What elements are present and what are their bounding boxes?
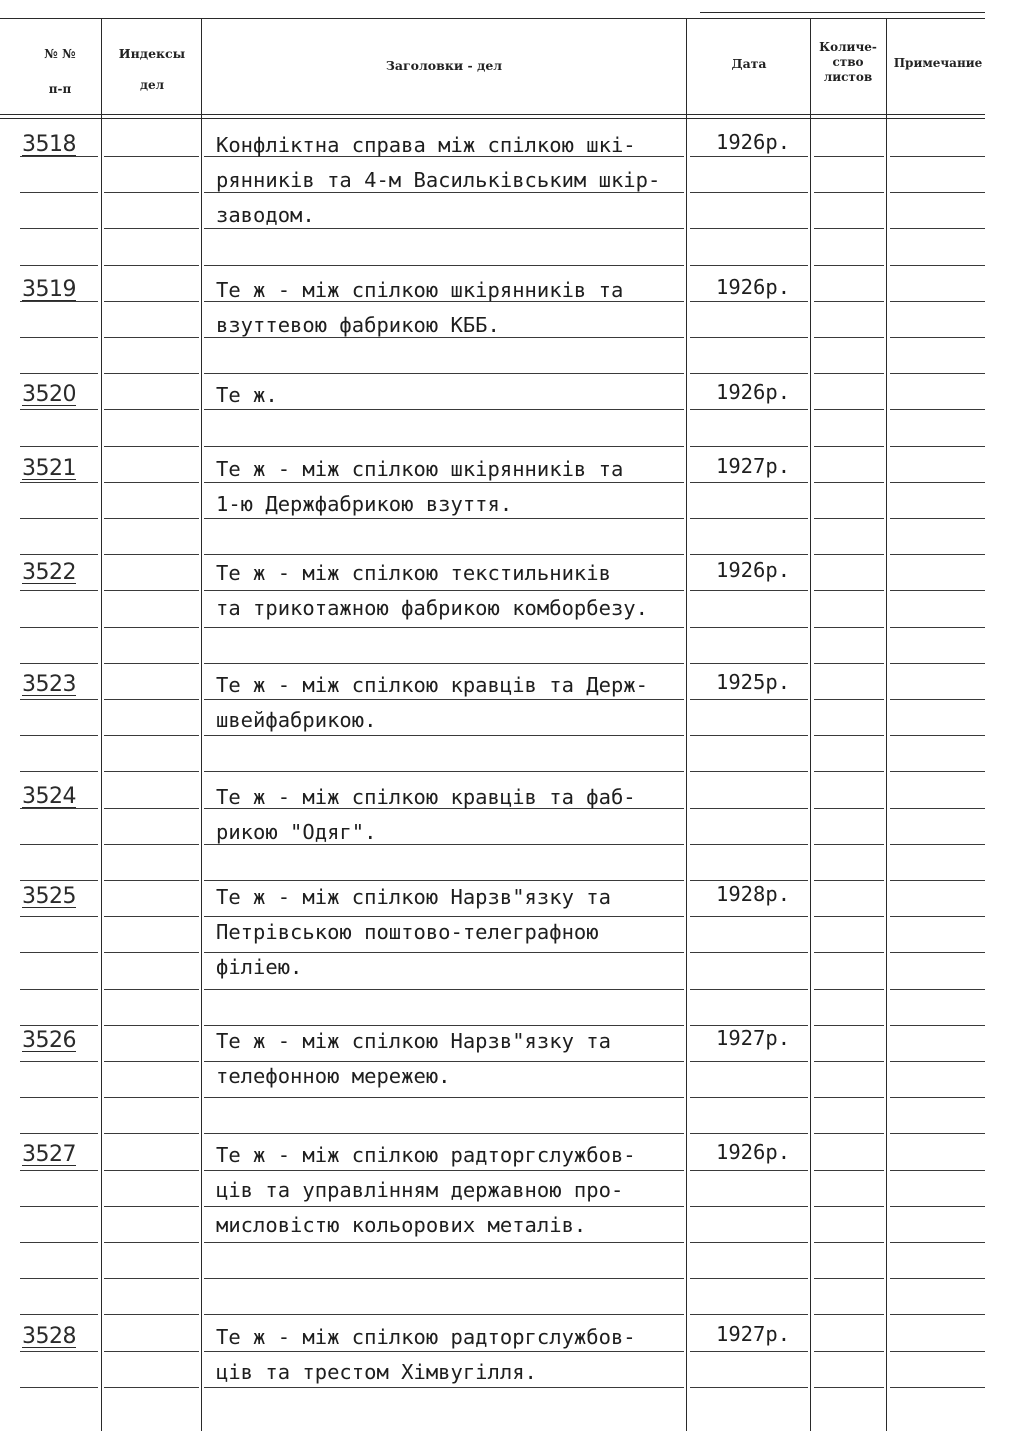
ruled-line (204, 373, 684, 374)
ruled-line (204, 989, 684, 990)
entry-number: 3527 (22, 1142, 76, 1167)
ruled-line (204, 554, 684, 555)
ruled-line (890, 699, 985, 700)
ruled-line (814, 192, 884, 193)
entry-date: 1926р. (716, 275, 791, 299)
ruled-line (20, 1278, 98, 1279)
ruled-line (204, 1133, 684, 1134)
ruled-line (890, 808, 985, 809)
ruled-line (690, 590, 808, 591)
ruled-line (20, 1170, 98, 1171)
ruled-line (814, 1061, 884, 1062)
ruled-line (204, 627, 684, 628)
ruled-line (814, 880, 884, 881)
ruled-line (814, 1025, 884, 1026)
entry-title-line: заводом. (216, 203, 315, 227)
ruled-line (814, 1133, 884, 1134)
ruled-line (690, 663, 808, 664)
ruled-line (814, 1242, 884, 1243)
entry-title-line: та трикотажною фабрикою комборбезу. (216, 596, 648, 620)
ruled-line (690, 1242, 808, 1243)
header-num-sub: п-п (48, 82, 72, 96)
ruled-line (104, 808, 199, 809)
ruled-line (814, 590, 884, 591)
ruled-line (104, 554, 199, 555)
ruled-line (104, 337, 199, 338)
entry-number: 3521 (22, 456, 76, 481)
ruled-line (204, 446, 684, 447)
ruled-line (104, 1025, 199, 1026)
header-bottom-rule (0, 114, 985, 115)
ruled-line (890, 880, 985, 881)
ruled-line (204, 265, 684, 266)
header-title: Заголовки - дел (385, 58, 503, 73)
ruled-line (814, 554, 884, 555)
ruled-line (20, 1025, 98, 1026)
ruled-line (890, 1314, 985, 1315)
ruled-line (104, 844, 199, 845)
entry-title-line: рянникiв та 4-м Василькiвським шкiр- (216, 168, 661, 192)
top-rule-2 (700, 12, 985, 13)
entry-number: 3524 (22, 784, 76, 809)
ruled-line (690, 1133, 808, 1134)
ruled-line (20, 699, 98, 700)
ruled-line (20, 518, 98, 519)
ruled-line (814, 228, 884, 229)
ruled-line (890, 1025, 985, 1026)
ruled-line (690, 1314, 808, 1315)
entry-number: 3519 (22, 277, 76, 302)
ruled-line (890, 916, 985, 917)
ruled-line (690, 265, 808, 266)
entry-title-line: Те ж - мiж спiлкою кравцiв та Держ- (216, 673, 648, 697)
col-rule-1 (101, 18, 102, 1431)
ruled-line (890, 1387, 985, 1388)
ruled-line (104, 1278, 199, 1279)
top-rule (0, 18, 985, 19)
ruled-line (890, 844, 985, 845)
entry-date: 1927р. (716, 1026, 791, 1050)
entry-title-line: фiлiею. (216, 955, 303, 979)
ruled-line (890, 1170, 985, 1171)
ruled-line (890, 373, 985, 374)
entry-date: 1926р. (716, 558, 791, 582)
ruled-line (20, 844, 98, 845)
ruled-line (690, 518, 808, 519)
entry-title-line: цiв та трестом Хiмвугiлля. (216, 1360, 537, 1384)
ruled-line (814, 952, 884, 953)
ruled-line (690, 952, 808, 953)
ruled-line (690, 301, 808, 302)
ruled-line (814, 916, 884, 917)
ruled-line (20, 916, 98, 917)
header-index-sub: дел (139, 78, 165, 92)
ruled-line (20, 1097, 98, 1098)
ruled-line (690, 916, 808, 917)
entry-title (216, 668, 691, 738)
ruled-line (104, 590, 199, 591)
ruled-line (104, 735, 199, 736)
entry-number: 3522 (22, 560, 76, 585)
ruled-line (814, 518, 884, 519)
entry-title-line: Те ж - мiж спiлкою Нарзв"язку та (216, 1029, 611, 1053)
ruled-line (690, 1097, 808, 1098)
ruled-line (104, 771, 199, 772)
ruled-line (20, 446, 98, 447)
ruled-line (104, 1387, 199, 1388)
ruled-line (690, 735, 808, 736)
ruled-line (890, 663, 985, 664)
ruled-line (890, 1278, 985, 1279)
entry-title-line: взуттевою фабрикою КББ. (216, 313, 500, 337)
ruled-line (20, 1206, 98, 1207)
ruled-line (690, 989, 808, 990)
entry-title-line: рикою "Одяг". (216, 820, 377, 844)
entry-title-line: Конфлiктна справа мiж спiлкою шкi- (216, 133, 636, 157)
ruled-line (104, 409, 199, 410)
ruled-line (690, 808, 808, 809)
ruled-line (20, 1387, 98, 1388)
ruled-line (104, 518, 199, 519)
ruled-line (20, 265, 98, 266)
ruled-line (20, 482, 98, 483)
ruled-line (814, 735, 884, 736)
entry-date: 1926р. (716, 130, 791, 154)
ruled-line (890, 590, 985, 591)
ruled-line (204, 1278, 684, 1279)
ruled-line (104, 446, 199, 447)
ruled-line (104, 228, 199, 229)
ruled-line (814, 446, 884, 447)
ruled-line (814, 1278, 884, 1279)
header-index: Индексы (118, 46, 186, 61)
ruled-line (690, 554, 808, 555)
ruled-line (690, 880, 808, 881)
entry-title (216, 1320, 691, 1390)
entry-date: 1927р. (716, 454, 791, 478)
ruled-line (890, 989, 985, 990)
header-date: Дата (731, 56, 767, 71)
entry-title-line: Те ж - мiж спiлкою шкiрянникiв та (216, 457, 624, 481)
ruled-line (20, 1133, 98, 1134)
header-bottom-rule-2 (0, 118, 985, 119)
ruled-line (814, 1314, 884, 1315)
ruled-line (814, 1097, 884, 1098)
ruled-line (20, 1061, 98, 1062)
ruled-line (890, 1242, 985, 1243)
ruled-line (204, 1097, 684, 1098)
ruled-line (890, 337, 985, 338)
ruled-line (104, 1133, 199, 1134)
ruled-line (814, 989, 884, 990)
header-num: № № (44, 46, 76, 61)
ruled-line (104, 1206, 199, 1207)
header-notes: Примечание (893, 56, 983, 70)
ruled-line (690, 1351, 808, 1352)
ruled-line (890, 1133, 985, 1134)
ruled-line (104, 192, 199, 193)
ruled-line (690, 373, 808, 374)
ruled-line (104, 1242, 199, 1243)
entry-number: 3526 (22, 1028, 76, 1053)
ruled-line (890, 518, 985, 519)
ruled-line (690, 1170, 808, 1171)
entry-number: 3520 (22, 382, 76, 407)
ruled-line (104, 916, 199, 917)
ruled-line (690, 1206, 808, 1207)
ruled-line (690, 482, 808, 483)
ruled-line (20, 952, 98, 953)
entry-title-line: 1-ю Держфабрикою взуття. (216, 492, 513, 516)
entry-title (216, 556, 691, 626)
ruled-line (814, 156, 884, 157)
entry-title-line: цiв та управлiнням державною про- (216, 1178, 624, 1202)
entry-title (216, 128, 691, 233)
entry-title-line: Те ж - мiж спiлкою Нарзв"язку та (216, 885, 611, 909)
ruled-line (814, 373, 884, 374)
ruled-line (104, 1170, 199, 1171)
entry-title (216, 880, 691, 985)
entry-title-line: Те ж. (216, 383, 278, 407)
entry-date: 1927р. (716, 1322, 791, 1346)
ruled-line (20, 663, 98, 664)
ruled-line (890, 952, 985, 953)
entry-title-line: швейфабрикою. (216, 708, 377, 732)
ruled-line (690, 446, 808, 447)
entry-title-line: Те ж - мiж спiлкою радторгслужбов- (216, 1143, 636, 1167)
ruled-line (814, 265, 884, 266)
ruled-line (20, 1314, 98, 1315)
ruled-line (20, 735, 98, 736)
col-rule-5 (886, 18, 887, 1431)
col-rule-4 (810, 18, 811, 1431)
ruled-line (104, 1314, 199, 1315)
ruled-line (104, 265, 199, 266)
entry-number: 3525 (22, 884, 76, 909)
ruled-line (104, 301, 199, 302)
ruled-line (814, 409, 884, 410)
ruled-line (690, 1278, 808, 1279)
ruled-line (890, 771, 985, 772)
ruled-line (20, 337, 98, 338)
ruled-line (890, 301, 985, 302)
ruled-line (104, 1351, 199, 1352)
ruled-line (20, 880, 98, 881)
ruled-line (690, 844, 808, 845)
ruled-line (814, 301, 884, 302)
entry-number: 3528 (22, 1324, 76, 1349)
ruled-line (20, 989, 98, 990)
ruled-line (690, 699, 808, 700)
ruled-line (20, 590, 98, 591)
ruled-line (204, 771, 684, 772)
entry-number: 3518 (22, 132, 76, 157)
header-sheets: Количе- ство листов (819, 40, 877, 84)
entry-title-line: Те ж - мiж спiлкою радторгслужбов- (216, 1325, 636, 1349)
entry-number: 3523 (22, 672, 76, 697)
ruled-line (104, 663, 199, 664)
ruled-line (890, 409, 985, 410)
ruled-line (20, 409, 98, 410)
ruled-line (890, 192, 985, 193)
ruled-line (890, 265, 985, 266)
entry-date: 1925р. (716, 670, 791, 694)
ruled-line (104, 699, 199, 700)
ruled-line (20, 771, 98, 772)
entry-title-line: Те ж - мiж спiлкою шкiрянникiв та (216, 278, 624, 302)
entry-title-line: Петрiвською поштово-телеграфною (216, 920, 599, 944)
ruled-line (890, 446, 985, 447)
ruled-line (20, 1351, 98, 1352)
ruled-line (814, 1351, 884, 1352)
ruled-line (814, 808, 884, 809)
ruled-line (814, 844, 884, 845)
ruled-line (204, 1314, 684, 1315)
ruled-line (890, 156, 985, 157)
ruled-line (814, 1206, 884, 1207)
ruled-line (690, 156, 808, 157)
ruled-line (814, 627, 884, 628)
entry-title-line: мисловiстю кольорових металiв. (216, 1213, 587, 1237)
entry-title (216, 273, 691, 343)
entry-title (216, 780, 691, 850)
ruled-line (690, 627, 808, 628)
ruled-line (20, 1242, 98, 1243)
ruled-line (20, 554, 98, 555)
ruled-line (104, 989, 199, 990)
ruled-line (814, 663, 884, 664)
ruled-line (20, 627, 98, 628)
entry-title (216, 378, 691, 413)
entry-title-line: Те ж - мiж спiлкою текстильникiв (216, 561, 611, 585)
ruled-line (20, 373, 98, 374)
ruled-line (104, 373, 199, 374)
ruled-line (20, 228, 98, 229)
ruled-line (890, 1206, 985, 1207)
ruled-line (690, 771, 808, 772)
ruled-line (104, 880, 199, 881)
entry-title (216, 1138, 691, 1243)
ruled-line (814, 482, 884, 483)
ruled-line (814, 771, 884, 772)
entry-date: 1926р. (716, 380, 791, 404)
entry-title-line: Те ж - мiж спiлкою кравцiв та фаб- (216, 785, 636, 809)
ruled-line (104, 156, 199, 157)
ruled-line (104, 1061, 199, 1062)
ruled-line (204, 663, 684, 664)
ruled-line (890, 627, 985, 628)
ruled-line (690, 1387, 808, 1388)
entry-title (216, 452, 691, 522)
ruled-line (814, 1170, 884, 1171)
entry-title (216, 1024, 691, 1094)
ruled-line (890, 482, 985, 483)
ruled-line (890, 735, 985, 736)
ruled-line (690, 228, 808, 229)
ruled-line (814, 1387, 884, 1388)
ruled-line (20, 192, 98, 193)
ruled-line (890, 1097, 985, 1098)
col-rule-2 (201, 18, 202, 1431)
ruled-line (890, 1351, 985, 1352)
ruled-line (890, 228, 985, 229)
ruled-line (104, 627, 199, 628)
ruled-line (104, 1097, 199, 1098)
ruled-line (890, 1061, 985, 1062)
ruled-line (814, 699, 884, 700)
ruled-line (104, 482, 199, 483)
ruled-line (814, 337, 884, 338)
ruled-line (890, 554, 985, 555)
ruled-line (690, 409, 808, 410)
ruled-line (690, 192, 808, 193)
ruled-line (690, 337, 808, 338)
ruled-line (104, 952, 199, 953)
entry-date: 1928р. (716, 882, 791, 906)
ruled-line (690, 1061, 808, 1062)
entry-date: 1926р. (716, 1140, 791, 1164)
entry-title-line: телефонною мережею. (216, 1064, 451, 1088)
